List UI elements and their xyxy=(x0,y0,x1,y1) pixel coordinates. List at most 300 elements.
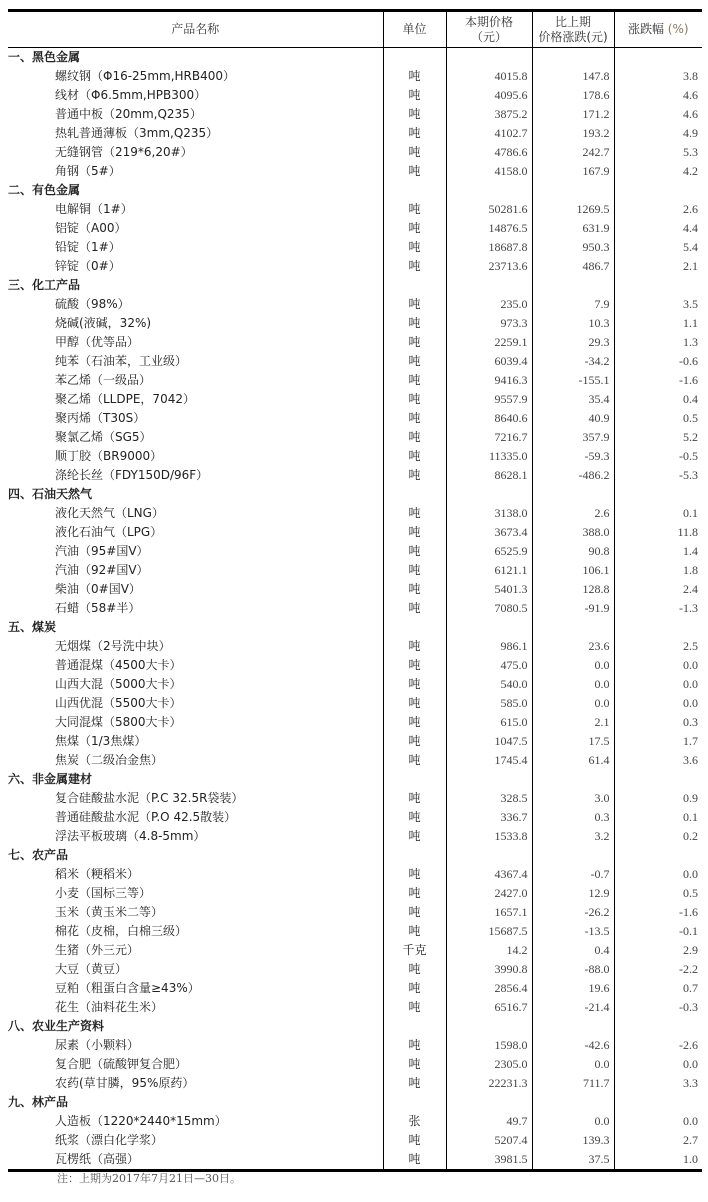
price-change: 106.1 xyxy=(532,561,614,580)
header-percent-change xyxy=(614,11,702,48)
product-name: 普通硅酸盐水泥（P.O 42.5散装） xyxy=(55,810,237,824)
table-row xyxy=(8,466,702,485)
current-price: 336.7 xyxy=(446,808,532,827)
current-price: 1745.4 xyxy=(446,751,532,770)
price-change: 17.5 xyxy=(532,732,614,751)
product-name: 棉花（皮棉，白棉三级） xyxy=(55,924,188,938)
unit: 吨 xyxy=(383,409,446,428)
price-change: -26.2 xyxy=(532,903,614,922)
current-price: 9557.9 xyxy=(446,390,532,409)
empty-cell xyxy=(383,618,446,637)
current-price: 11335.0 xyxy=(446,447,532,466)
table-row xyxy=(8,67,702,86)
price-change: 3.0 xyxy=(532,789,614,808)
unit: 吨 xyxy=(383,542,446,561)
percent-change: 5.4 xyxy=(614,238,702,257)
empty-cell xyxy=(614,1017,702,1036)
table-row xyxy=(8,352,702,371)
category-title: 九、林产品 xyxy=(8,1095,69,1109)
empty-cell xyxy=(614,276,702,295)
price-change: 0.4 xyxy=(532,941,614,960)
percent-change: 4.9 xyxy=(614,124,702,143)
product-name: 稻米（粳稻米） xyxy=(55,867,140,881)
percent-change: -2.2 xyxy=(614,960,702,979)
table-row xyxy=(8,1055,702,1074)
table-header xyxy=(8,11,702,48)
table-row xyxy=(8,808,702,827)
unit: 吨 xyxy=(383,257,446,276)
product-name: 焦炭（二级冶金焦） xyxy=(55,753,164,767)
price-change: 29.3 xyxy=(532,333,614,352)
current-price: 4786.6 xyxy=(446,143,532,162)
table-row xyxy=(8,979,702,998)
current-price: 23713.6 xyxy=(446,257,532,276)
price-change: 950.3 xyxy=(532,238,614,257)
product-name: 铝锭（A00） xyxy=(55,221,127,235)
percent-change: -0.3 xyxy=(614,998,702,1017)
current-price: 4102.7 xyxy=(446,124,532,143)
table-row xyxy=(8,960,702,979)
current-price: 475.0 xyxy=(446,656,532,675)
table-row xyxy=(8,219,702,238)
price-change: -91.9 xyxy=(532,599,614,618)
product-name: 无缝钢管（219*6,20#） xyxy=(55,145,193,159)
price-change: 171.2 xyxy=(532,105,614,124)
header-current-price xyxy=(446,11,532,48)
percent-change: 1.0 xyxy=(614,1150,702,1171)
table-row xyxy=(8,333,702,352)
table-row xyxy=(8,542,702,561)
current-price: 18687.8 xyxy=(446,238,532,257)
current-price: 1533.8 xyxy=(446,827,532,846)
percent-change: 1.7 xyxy=(614,732,702,751)
percent-change: -1.3 xyxy=(614,599,702,618)
current-price: 6039.4 xyxy=(446,352,532,371)
unit: 吨 xyxy=(383,295,446,314)
current-price: 2856.4 xyxy=(446,979,532,998)
price-change: 178.6 xyxy=(532,86,614,105)
current-price: 986.1 xyxy=(446,637,532,656)
unit: 吨 xyxy=(383,67,446,86)
category-title: 六、非金属建材 xyxy=(8,772,93,786)
header-unit-label: 单位 xyxy=(402,22,427,36)
price-change: 90.8 xyxy=(532,542,614,561)
current-price: 8640.6 xyxy=(446,409,532,428)
empty-cell xyxy=(446,1017,532,1036)
unit: 吨 xyxy=(383,998,446,1017)
table-body xyxy=(8,48,702,1171)
unit: 吨 xyxy=(383,561,446,580)
empty-cell xyxy=(383,181,446,200)
table-row xyxy=(8,675,702,694)
table-row xyxy=(8,447,702,466)
empty-cell xyxy=(614,485,702,504)
current-price: 15687.5 xyxy=(446,922,532,941)
current-price: 4158.0 xyxy=(446,162,532,181)
percent-change: 3.8 xyxy=(614,67,702,86)
empty-cell xyxy=(532,181,614,200)
table-row xyxy=(8,561,702,580)
category-row xyxy=(8,276,702,295)
unit: 吨 xyxy=(383,599,446,618)
category-title: 八、农业生产资料 xyxy=(8,1019,105,1033)
header-product-name-label: 产品名称 xyxy=(171,22,220,36)
empty-cell xyxy=(614,618,702,637)
price-change: 147.8 xyxy=(532,67,614,86)
current-price: 14876.5 xyxy=(446,219,532,238)
table-row xyxy=(8,713,702,732)
product-name: 螺纹钢（Φ16-25mm,HRB400） xyxy=(55,69,236,83)
header-price-change xyxy=(532,11,614,48)
product-name: 线材（Φ6.5mm,HPB300） xyxy=(55,88,207,102)
table-row xyxy=(8,827,702,846)
category-row xyxy=(8,1093,702,1112)
price-change: 486.7 xyxy=(532,257,614,276)
product-name: 聚乙烯（LLDPE，7042） xyxy=(55,392,195,406)
empty-cell xyxy=(532,48,614,68)
percent-change: 0.0 xyxy=(614,1112,702,1131)
price-change: 0.3 xyxy=(532,808,614,827)
header-change-line2: 价格涨跌(元) xyxy=(538,29,608,44)
product-name: 焦煤（1/3焦煤） xyxy=(55,734,147,748)
unit: 吨 xyxy=(383,466,446,485)
unit: 吨 xyxy=(383,979,446,998)
price-change: 128.8 xyxy=(532,580,614,599)
table-row xyxy=(8,314,702,333)
empty-cell xyxy=(383,846,446,865)
table-row xyxy=(8,143,702,162)
product-name: 普通混煤（4500大卡） xyxy=(55,658,182,672)
price-change: -0.7 xyxy=(532,865,614,884)
product-name: 烧碱(液碱，32%) xyxy=(55,316,152,330)
unit: 张 xyxy=(383,1112,446,1131)
product-name: 铅锭（1#） xyxy=(55,240,121,254)
table-row xyxy=(8,922,702,941)
price-change: 3.2 xyxy=(532,827,614,846)
empty-cell xyxy=(532,1093,614,1112)
price-change: 12.9 xyxy=(532,884,614,903)
current-price: 2259.1 xyxy=(446,333,532,352)
product-name: 角钢（5#） xyxy=(55,164,121,178)
empty-cell xyxy=(614,846,702,865)
current-price: 5401.3 xyxy=(446,580,532,599)
product-name: 大豆（黄豆） xyxy=(55,962,128,976)
category-title: 五、煤炭 xyxy=(8,620,57,634)
price-change: -21.4 xyxy=(532,998,614,1017)
unit: 吨 xyxy=(383,865,446,884)
percent-change: 5.2 xyxy=(614,428,702,447)
empty-cell xyxy=(446,276,532,295)
table-row xyxy=(8,732,702,751)
price-change: 0.0 xyxy=(532,1112,614,1131)
empty-cell xyxy=(446,1093,532,1112)
percent-change: -1.6 xyxy=(614,371,702,390)
table-row xyxy=(8,637,702,656)
current-price: 235.0 xyxy=(446,295,532,314)
price-change: 2.6 xyxy=(532,504,614,523)
current-price: 49.7 xyxy=(446,1112,532,1131)
current-price: 4095.6 xyxy=(446,86,532,105)
empty-cell xyxy=(614,770,702,789)
product-name: 锌锭（0#） xyxy=(55,259,121,273)
percent-change: 4.4 xyxy=(614,219,702,238)
percent-change: 0.3 xyxy=(614,713,702,732)
unit: 吨 xyxy=(383,105,446,124)
product-name: 液化石油气（LPG） xyxy=(55,525,163,539)
table-row xyxy=(8,998,702,1017)
percent-change: 0.0 xyxy=(614,675,702,694)
percent-change: 0.2 xyxy=(614,827,702,846)
empty-cell xyxy=(446,846,532,865)
percent-change: 11.8 xyxy=(614,523,702,542)
product-name: 热轧普通薄板（3mm,Q235） xyxy=(55,126,219,140)
current-price: 50281.6 xyxy=(446,200,532,219)
product-name: 普通中板（20mm,Q235） xyxy=(55,107,202,121)
table-row xyxy=(8,694,702,713)
table-row xyxy=(8,884,702,903)
current-price: 973.3 xyxy=(446,314,532,333)
unit: 吨 xyxy=(383,903,446,922)
table-row xyxy=(8,124,702,143)
product-name: 顺丁胶（BR9000） xyxy=(55,449,163,463)
product-name: 纯苯（石油苯，工业级） xyxy=(55,354,188,368)
current-price: 8628.1 xyxy=(446,466,532,485)
product-name: 汽油（92#国Ⅴ） xyxy=(55,563,149,577)
table-row xyxy=(8,409,702,428)
table-row xyxy=(8,257,702,276)
current-price: 22231.3 xyxy=(446,1074,532,1093)
category-row xyxy=(8,485,702,504)
price-change: 35.4 xyxy=(532,390,614,409)
table-row xyxy=(8,295,702,314)
table-row xyxy=(8,390,702,409)
percent-change: 1.3 xyxy=(614,333,702,352)
current-price: 5207.4 xyxy=(446,1131,532,1150)
category-row xyxy=(8,181,702,200)
unit: 吨 xyxy=(383,1150,446,1171)
percent-change: 0.1 xyxy=(614,504,702,523)
product-name: 浮法平板玻璃（4.8-5mm） xyxy=(55,829,206,843)
unit: 吨 xyxy=(383,1131,446,1150)
empty-cell xyxy=(614,181,702,200)
product-name: 小麦（国标三等） xyxy=(55,886,152,900)
current-price: 1657.1 xyxy=(446,903,532,922)
price-change: 40.9 xyxy=(532,409,614,428)
footnote: 注：上期为2017年7月21日—30日。 xyxy=(57,1172,241,1185)
current-price: 3875.2 xyxy=(446,105,532,124)
product-name: 石蜡（58#半） xyxy=(55,601,141,615)
empty-cell xyxy=(532,485,614,504)
percent-change: 4.2 xyxy=(614,162,702,181)
empty-cell xyxy=(383,48,446,68)
product-name: 尿素（小颗料） xyxy=(55,1038,140,1052)
price-change: 1269.5 xyxy=(532,200,614,219)
table-row xyxy=(8,371,702,390)
percent-change: 1.8 xyxy=(614,561,702,580)
commodity-price-table xyxy=(8,9,702,1172)
table-row xyxy=(8,789,702,808)
current-price: 7216.7 xyxy=(446,428,532,447)
price-change: 10.3 xyxy=(532,314,614,333)
price-table-container xyxy=(8,9,702,1172)
category-row xyxy=(8,618,702,637)
empty-cell xyxy=(532,1017,614,1036)
current-price: 7080.5 xyxy=(446,599,532,618)
price-change: 357.9 xyxy=(532,428,614,447)
price-change: 0.0 xyxy=(532,694,614,713)
current-price: 4015.8 xyxy=(446,67,532,86)
empty-cell xyxy=(383,485,446,504)
table-row xyxy=(8,1150,702,1171)
current-price: 540.0 xyxy=(446,675,532,694)
current-price: 3990.8 xyxy=(446,960,532,979)
percent-change: 2.1 xyxy=(614,257,702,276)
unit: 吨 xyxy=(383,637,446,656)
product-name: 甲醇（优等品） xyxy=(55,335,140,349)
header-change-line1: 比上期 xyxy=(554,14,591,29)
product-name: 无烟煤（2号洗中块） xyxy=(55,639,171,653)
category-row xyxy=(8,1017,702,1036)
percent-change: 0.5 xyxy=(614,409,702,428)
table-row xyxy=(8,105,702,124)
current-price: 585.0 xyxy=(446,694,532,713)
current-price: 2305.0 xyxy=(446,1055,532,1074)
empty-cell xyxy=(614,1093,702,1112)
empty-cell xyxy=(532,770,614,789)
current-price: 2427.0 xyxy=(446,884,532,903)
price-change: 2.1 xyxy=(532,713,614,732)
unit: 吨 xyxy=(383,1074,446,1093)
table-row xyxy=(8,1131,702,1150)
category-row xyxy=(8,48,702,68)
current-price: 14.2 xyxy=(446,941,532,960)
unit: 吨 xyxy=(383,789,446,808)
current-price: 6121.1 xyxy=(446,561,532,580)
percent-change: 5.3 xyxy=(614,143,702,162)
price-change: 0.0 xyxy=(532,1055,614,1074)
empty-cell xyxy=(614,48,702,68)
table-row xyxy=(8,580,702,599)
unit: 吨 xyxy=(383,447,446,466)
product-name: 液化天然气（LNG） xyxy=(55,506,164,520)
price-change: 242.7 xyxy=(532,143,614,162)
product-name: 复合硅酸盐水泥（P.C 32.5R袋装） xyxy=(55,791,244,805)
price-change: 0.0 xyxy=(532,675,614,694)
price-change: -486.2 xyxy=(532,466,614,485)
percent-change: 0.1 xyxy=(614,808,702,827)
percent-change: 3.3 xyxy=(614,1074,702,1093)
unit: 吨 xyxy=(383,86,446,105)
percent-change: 4.6 xyxy=(614,86,702,105)
unit: 吨 xyxy=(383,523,446,542)
percent-change: -0.6 xyxy=(614,352,702,371)
table-row xyxy=(8,162,702,181)
header-pct-label: 涨跌幅 xyxy=(627,22,664,36)
current-price: 3138.0 xyxy=(446,504,532,523)
price-change: 711.7 xyxy=(532,1074,614,1093)
unit: 吨 xyxy=(383,352,446,371)
table-row xyxy=(8,86,702,105)
empty-cell xyxy=(383,276,446,295)
table-row xyxy=(8,903,702,922)
percent-change: -2.6 xyxy=(614,1036,702,1055)
product-name: 汽油（95#国Ⅴ） xyxy=(55,544,149,558)
table-row xyxy=(8,428,702,447)
product-name: 豆粕（粗蛋白含量≥43%） xyxy=(55,981,200,995)
table-row xyxy=(8,238,702,257)
category-title: 一、黑色金属 xyxy=(8,50,81,64)
current-price: 9416.3 xyxy=(446,371,532,390)
current-price: 328.5 xyxy=(446,789,532,808)
empty-cell xyxy=(383,1017,446,1036)
product-name: 涤纶长丝（FDY150D/96F） xyxy=(55,468,209,482)
table-row xyxy=(8,523,702,542)
percent-change: 0.9 xyxy=(614,789,702,808)
percent-change: 0.0 xyxy=(614,694,702,713)
product-name: 电解铜（1#） xyxy=(55,202,133,216)
category-title: 二、有色金属 xyxy=(8,183,81,197)
empty-cell xyxy=(446,48,532,68)
empty-cell xyxy=(532,276,614,295)
percent-change: 0.0 xyxy=(614,865,702,884)
percent-change: 0.0 xyxy=(614,1055,702,1074)
category-title: 三、化工产品 xyxy=(8,278,81,292)
product-name: 花生（油料花生米） xyxy=(55,1000,164,1014)
price-change: 193.2 xyxy=(532,124,614,143)
price-change: 139.3 xyxy=(532,1131,614,1150)
table-row xyxy=(8,200,702,219)
product-name: 柴油（0#国Ⅴ） xyxy=(55,582,141,596)
unit: 吨 xyxy=(383,922,446,941)
empty-cell xyxy=(532,618,614,637)
unit: 吨 xyxy=(383,143,446,162)
percent-change: -0.5 xyxy=(614,447,702,466)
empty-cell xyxy=(446,181,532,200)
percent-change: 2.5 xyxy=(614,637,702,656)
category-row xyxy=(8,846,702,865)
percent-change: -1.6 xyxy=(614,903,702,922)
unit: 吨 xyxy=(383,713,446,732)
product-name: 农药(草甘膦，95%原药） xyxy=(55,1076,195,1090)
unit: 吨 xyxy=(383,1055,446,1074)
price-change: -42.6 xyxy=(532,1036,614,1055)
current-price: 6516.7 xyxy=(446,998,532,1017)
unit: 吨 xyxy=(383,732,446,751)
unit: 吨 xyxy=(383,371,446,390)
header-pct-symbol: (%) xyxy=(667,22,689,36)
price-change: -155.1 xyxy=(532,371,614,390)
product-name: 玉米（黄玉米二等） xyxy=(55,905,164,919)
percent-change: 2.6 xyxy=(614,200,702,219)
category-title: 七、农产品 xyxy=(8,848,69,862)
current-price: 3981.5 xyxy=(446,1150,532,1171)
current-price: 1598.0 xyxy=(446,1036,532,1055)
category-row xyxy=(8,770,702,789)
table-row xyxy=(8,599,702,618)
unit: 吨 xyxy=(383,238,446,257)
empty-cell xyxy=(383,770,446,789)
current-price: 6525.9 xyxy=(446,542,532,561)
unit: 吨 xyxy=(383,675,446,694)
percent-change: 4.6 xyxy=(614,105,702,124)
unit: 千克 xyxy=(383,941,446,960)
price-change: -59.3 xyxy=(532,447,614,466)
price-change: 0.0 xyxy=(532,656,614,675)
unit: 吨 xyxy=(383,504,446,523)
product-name: 苯乙烯（一级品） xyxy=(55,373,152,387)
product-name: 山西优混（5500大卡） xyxy=(55,696,182,710)
unit: 吨 xyxy=(383,314,446,333)
